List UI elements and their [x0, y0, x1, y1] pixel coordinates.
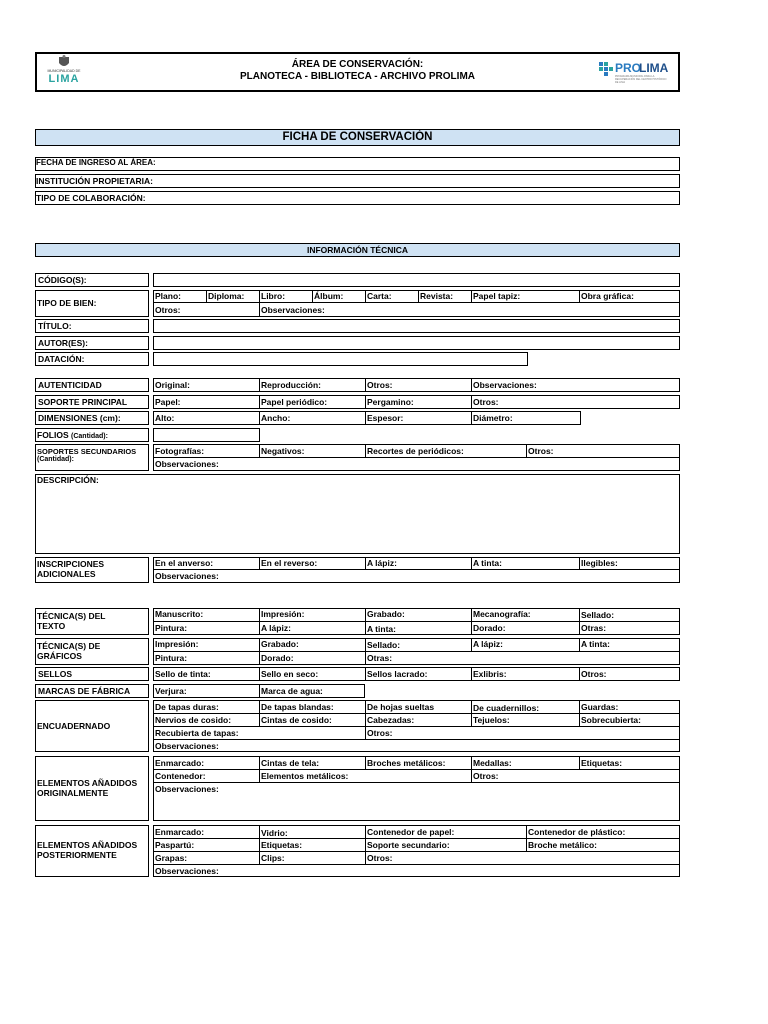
codigo-label: CÓDIGO(S):: [35, 273, 149, 287]
orig-elementos-metalicos[interactable]: Elementos metálicos:: [261, 771, 349, 781]
tipo-bien-carta[interactable]: Carta:: [367, 291, 392, 301]
tecnica-texto-dorado[interactable]: Dorado:: [473, 623, 506, 633]
soportes-sec-small: (Cantidad):: [37, 456, 74, 463]
soporte-papel[interactable]: Papel:: [155, 397, 181, 407]
post-contenedor-plastico[interactable]: Contenedor de plástico:: [528, 827, 626, 837]
autenticidad-label: AUTENTICIDAD: [35, 378, 149, 392]
logo-small-text: MUNICIPALIDAD DE: [47, 69, 81, 73]
marcas-label: MARCAS DE FÁBRICA: [35, 684, 149, 698]
post-soporte-secundario[interactable]: Soporte secundario:: [367, 840, 450, 850]
tecnica-texto-lapiz[interactable]: A lápiz:: [261, 623, 291, 633]
tipo-bien-libro[interactable]: Libro:: [261, 291, 286, 301]
dimensiones-label: DIMENSIONES (cm):: [35, 411, 149, 425]
tecnica-texto-grabado[interactable]: Grabado:: [367, 609, 405, 619]
inscripcion-ilegibles[interactable]: Ilegibles:: [581, 558, 618, 568]
orig-contenedor[interactable]: Contenedor:: [155, 771, 206, 781]
folios-label: FOLIOS (Cantidad):: [37, 430, 108, 440]
inscripcion-lapiz[interactable]: A lápiz:: [367, 558, 397, 568]
folios-field[interactable]: [153, 428, 260, 442]
ficha-title: FICHA DE CONSERVACIÓN: [282, 131, 433, 143]
dimension-ancho[interactable]: Ancho:: [261, 413, 291, 423]
post-clips[interactable]: Clips:: [261, 853, 285, 863]
codigo-field[interactable]: [153, 273, 680, 287]
post-paspartu[interactable]: Paspartú:: [155, 840, 195, 850]
autenticidad-table: [153, 378, 680, 392]
titulo-label: TÍTULO:: [35, 319, 149, 333]
prolima-lima: LIMA: [639, 61, 669, 75]
tecnica-graficos-tinta[interactable]: A tinta:: [581, 639, 610, 649]
tecnica-graficos-impresion[interactable]: Impresión:: [155, 639, 199, 649]
encuad-sobrecubierta[interactable]: Sobrecubierta:: [581, 715, 641, 725]
encuad-cintas-cosido[interactable]: Cintas de cosido:: [261, 715, 332, 725]
autor-field[interactable]: [153, 336, 680, 350]
sello-tinta[interactable]: Sello de tinta:: [155, 669, 211, 679]
tecnica-texto-mecanografia[interactable]: Mecanografía:: [473, 609, 531, 619]
soporte-label: SOPORTE PRINCIPAL: [35, 395, 149, 409]
tecnica-graficos-dorado[interactable]: Dorado:: [261, 653, 294, 663]
inscripcion-observaciones[interactable]: Observaciones:: [155, 571, 219, 581]
tecnica-graficos-grabado[interactable]: Grabado:: [261, 639, 299, 649]
encuadernado-label: ENCUADERNADO: [37, 721, 111, 731]
orig-etiquetas[interactable]: Etiquetas:: [581, 758, 623, 768]
tecnica-graficos-otras[interactable]: Otras:: [367, 653, 393, 663]
institucion-label: INSTITUCIÓN PROPIETARIA:: [36, 176, 153, 186]
descripcion-box[interactable]: [35, 474, 680, 554]
post-grapas[interactable]: Grapas:: [155, 853, 188, 863]
datacion-field[interactable]: [153, 352, 528, 366]
tipo-bien-revista[interactable]: Revista:: [420, 291, 454, 301]
elem-orig-label: ELEMENTOS AÑADIDOS ORIGINALMENTE: [37, 778, 138, 798]
tipo-colaboracion-label: TIPO DE COLABORACIÓN:: [36, 193, 146, 203]
tecnica-texto-otras[interactable]: Otras:: [581, 623, 607, 633]
dimension-alto[interactable]: Alto:: [155, 413, 175, 423]
orig-otros[interactable]: Otros:: [473, 771, 499, 781]
tipo-bien-plano[interactable]: Plano:: [155, 291, 181, 301]
elem-post-label: ELEMENTOS AÑADIDOS POSTERIORMENTE: [37, 840, 138, 860]
post-etiquetas[interactable]: Etiquetas:: [261, 840, 303, 850]
tipo-bien-label: TIPO DE BIEN:: [37, 298, 97, 308]
tipo-bien-diploma[interactable]: Diploma:: [208, 291, 245, 301]
tipo-bien-album[interactable]: Álbum:: [314, 291, 344, 301]
descripcion-label: DESCRIPCIÓN:: [37, 475, 99, 485]
orig-broches[interactable]: Broches metálicos:: [367, 758, 446, 768]
sello-lacrado[interactable]: Sellos lacrado:: [367, 669, 428, 679]
header-title-1: ÁREA DE CONSERVACIÓN:: [291, 59, 424, 70]
soportes-sec-label: SOPORTES SECUNDARIOS: [37, 447, 137, 456]
prolima-mark-icon: [599, 62, 613, 78]
sello-seco[interactable]: Sello en seco:: [261, 669, 319, 679]
tecnica-graficos-pintura[interactable]: Pintura:: [155, 653, 188, 663]
prolima-logo: [599, 58, 671, 86]
encuad-tapas-duras[interactable]: De tapas duras:: [155, 702, 219, 712]
tecnica-texto-pintura[interactable]: Pintura:: [155, 623, 188, 633]
orig-cintas-tela[interactable]: Cintas de tela:: [261, 758, 320, 768]
soportes-negativos[interactable]: Negativos:: [261, 446, 305, 456]
encuad-nervios[interactable]: Nervios de cosido:: [155, 715, 232, 725]
soportes-fotografias[interactable]: Fotografías:: [155, 446, 205, 456]
encuad-observaciones[interactable]: Observaciones:: [155, 741, 219, 751]
tipo-bien-observaciones[interactable]: Observaciones:: [261, 305, 325, 315]
tecnica-texto-tinta[interactable]: A tinta:: [367, 624, 396, 634]
encuad-otros[interactable]: Otros:: [367, 728, 393, 738]
dimension-espesor[interactable]: Espesor:: [367, 413, 404, 423]
autenticidad-observaciones[interactable]: Observaciones:: [473, 380, 537, 390]
prolima-pro: PRO: [615, 61, 642, 75]
titulo-field[interactable]: [153, 319, 680, 333]
sello-exlibris[interactable]: Exlibris:: [473, 669, 507, 679]
inscripcion-anverso[interactable]: En el anverso:: [155, 558, 214, 568]
soporte-otros[interactable]: Otros:: [473, 397, 499, 407]
post-observaciones[interactable]: Observaciones:: [155, 866, 219, 876]
encuad-hojas-sueltas[interactable]: De hojas sueltas: [367, 702, 435, 712]
post-enmarcado[interactable]: Enmarcado:: [155, 827, 205, 837]
logo-lima-text: LIMA: [48, 73, 80, 85]
post-vidrio[interactable]: Vidrio:: [261, 828, 288, 838]
soportes-otros[interactable]: Otros:: [528, 446, 554, 456]
autenticidad-reproduccion[interactable]: Reproducción:: [261, 380, 321, 390]
encuad-cuadernillos[interactable]: De cuadernillos:: [473, 703, 540, 713]
sellos-label: SELLOS: [35, 667, 149, 681]
encuad-tejuelos[interactable]: Tejuelos:: [473, 715, 510, 725]
tipo-bien-otros[interactable]: Otros:: [155, 305, 181, 315]
marca-agua[interactable]: Marca de agua:: [261, 686, 323, 696]
orig-enmarcado[interactable]: Enmarcado:: [155, 758, 205, 768]
tipo-bien-obra-grafica[interactable]: Obra gráfica:: [581, 291, 634, 301]
autor-label: AUTOR(ES):: [35, 336, 149, 350]
soporte-pergamino[interactable]: Pergamino:: [367, 397, 414, 407]
tipo-bien-papel-tapiz[interactable]: Papel tapiz:: [473, 291, 521, 301]
encuad-tapas-blandas[interactable]: De tapas blandas:: [261, 702, 334, 712]
autenticidad-original[interactable]: Original:: [155, 380, 190, 390]
info-tecnica-title: INFORMACIÓN TÉCNICA: [306, 245, 409, 255]
encuad-recubierta[interactable]: Recubierta de tapas:: [155, 728, 239, 738]
tecnica-texto-sellado[interactable]: Sellado:: [581, 610, 615, 620]
soporte-papel-periodico[interactable]: Papel periódico:: [261, 397, 328, 407]
tecnica-texto-impresion[interactable]: Impresión:: [261, 609, 305, 619]
post-contenedor-papel[interactable]: Contenedor de papel:: [367, 827, 455, 837]
encuad-guardas[interactable]: Guardas:: [581, 702, 619, 712]
header-title-2: PLANOTECA - BIBLIOTECA - ARCHIVO PROLIMA: [240, 71, 475, 82]
orig-medallas[interactable]: Medallas:: [473, 758, 512, 768]
inscripcion-tinta[interactable]: A tinta:: [473, 558, 502, 568]
tecnica-graficos-lapiz[interactable]: A lápiz:: [473, 639, 503, 649]
inscripciones-label: INSCRIPCIONES ADICIONALES: [37, 559, 105, 579]
marca-verjura[interactable]: Verjura:: [155, 686, 187, 696]
datacion-label: DATACIÓN:: [35, 352, 149, 366]
prolima-tagline: PROGRAMA MUNICIPAL PARA LA RECUPERACIÓN DEL CENTRO HISTÓRICO DE LIMA: [615, 75, 667, 83]
post-broche-metalico[interactable]: Broche metálico:: [528, 840, 597, 850]
tecnica-texto-label: TÉCNICA(S) DEL TEXTO: [37, 611, 106, 631]
post-otros[interactable]: Otros:: [367, 853, 393, 863]
sello-otros[interactable]: Otros:: [581, 669, 607, 679]
tecnica-graficos-label: TÉCNICA(S) DE GRÁFICOS: [37, 641, 101, 661]
dimension-diametro[interactable]: Diámetro:: [473, 413, 513, 423]
soportes-observaciones[interactable]: Observaciones:: [155, 459, 219, 469]
soportes-recortes[interactable]: Recortes de periódicos:: [367, 446, 464, 456]
encuad-cabezadas[interactable]: Cabezadas:: [367, 715, 415, 725]
orig-observaciones[interactable]: Observaciones:: [155, 784, 219, 794]
fecha-ingreso-label: FECHA DE INGRESO AL ÁREA:: [36, 158, 156, 167]
inscripcion-reverso[interactable]: En el reverso:: [261, 558, 318, 568]
tecnica-texto-manuscrito[interactable]: Manuscrito:: [155, 609, 204, 619]
soporte-table: [153, 395, 680, 409]
tecnica-graficos-sellado[interactable]: Sellado:: [367, 640, 401, 650]
autenticidad-otros[interactable]: Otros:: [367, 380, 393, 390]
